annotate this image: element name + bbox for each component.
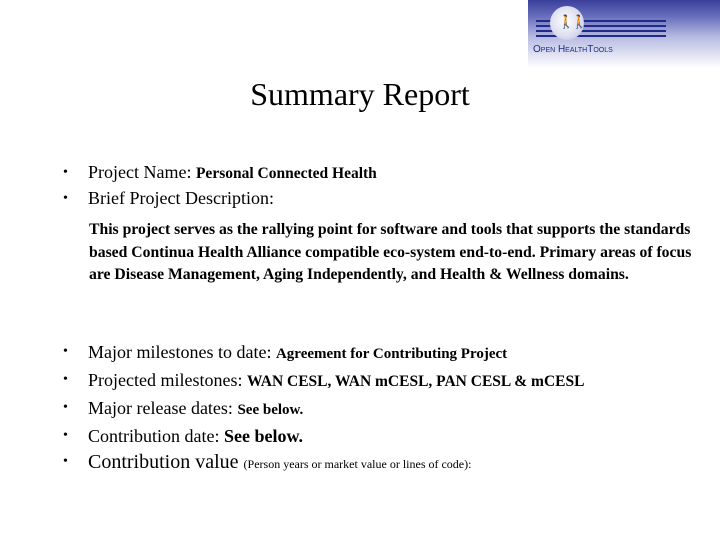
summary-list-bottom bbox=[63, 339, 703, 477]
summary-list-top bbox=[63, 160, 703, 211]
project-description: This project serves as the rallying point for software and tools that supports the standards based Continua Health Alliance compatible eco-system end-to-end. Primary areas of focus are Disease Management, Aging Independently, and Health & Wellness domains. bbox=[89, 221, 692, 283]
bullet-icon: • bbox=[63, 344, 68, 359]
item-label: Major release dates: bbox=[88, 398, 238, 418]
bullet-icon: • bbox=[63, 428, 68, 443]
page-title: Summary Report bbox=[250, 76, 470, 112]
open-health-tools-logo bbox=[528, 0, 720, 68]
list-item-contribution-value bbox=[63, 449, 703, 477]
item-label: Projected milestones: bbox=[88, 370, 247, 390]
list-item-description bbox=[63, 186, 703, 211]
logo-text: Open HealthTools bbox=[533, 44, 613, 55]
list-item-projected-milestones bbox=[63, 367, 703, 395]
list-item-contribution-date bbox=[63, 423, 703, 449]
bullet-icon: • bbox=[63, 165, 68, 180]
item-value: Personal Connected Health bbox=[195, 165, 377, 182]
item-value: Agreement for Contributing Project bbox=[275, 346, 508, 362]
item-label: Brief Project Description: bbox=[88, 188, 274, 208]
people-icon: 🚶🚶 bbox=[558, 15, 585, 30]
item-value: (Person years or market value or lines of code): bbox=[243, 457, 472, 471]
bullet-icon: • bbox=[63, 191, 68, 206]
list-item-release-dates bbox=[63, 395, 703, 423]
item-value: See below. bbox=[223, 426, 303, 446]
list-item-milestones-to-date bbox=[63, 339, 703, 367]
item-value: WAN CESL, WAN mCESL, PAN CESL & mCESL bbox=[246, 373, 585, 390]
list-item-project-name bbox=[63, 160, 703, 186]
bullet-icon: • bbox=[63, 372, 68, 387]
bullet-icon: • bbox=[63, 400, 68, 415]
item-label: Contribution value bbox=[88, 451, 244, 473]
item-value: See below. bbox=[237, 402, 304, 418]
item-label: Contribution date: bbox=[88, 426, 224, 446]
item-label: Project Name: bbox=[88, 162, 196, 182]
bullet-icon: • bbox=[63, 454, 68, 469]
item-label: Major milestones to date: bbox=[88, 342, 276, 362]
